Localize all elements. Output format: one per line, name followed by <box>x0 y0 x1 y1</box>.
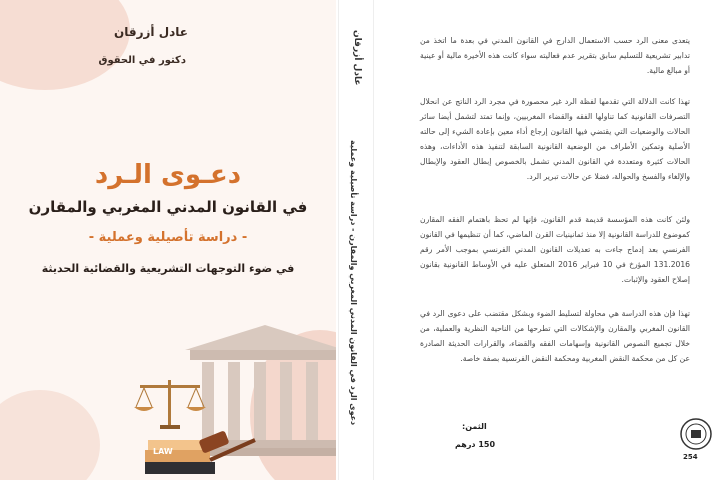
study-type: - دراسة تأصيلية وعملية - <box>88 230 248 245</box>
price-value: 150 درهم <box>455 440 496 449</box>
back-paragraph: ولئن كانت هذه المؤسسة قديمة قدم القانون، فإنها لم تحظ باهتمام الفقه المقارن كموضوع للدراسة القانونية إلا منذ ثمانينيات القرن الماضي، كما أن تنظيمها في القانون الفرنسي بعد إدماج جاءت به تعديلات القانون المدني الفرنسي بموجب الأمر رقم 131.2016 المؤرخ في 10 فبراير 2016 المتعلق عليه في الأوساط القانونية بقانون إصلاح العقود والإثبات. <box>420 215 691 284</box>
decorative-shape <box>0 390 100 480</box>
back-paragraph: يتعدى معنى الرد حسب الاستعمال الدارج في القانون المدني في بعدة ما اتخذ من تدابير تشريعية للتسليم سابق بتقرير عدم فعاليته سواء كانت هذه الأخيرة مالية أو عينية أو مبالغ مالية. <box>420 36 690 75</box>
page-number: 254 <box>683 453 698 461</box>
spine-author: عادل أزرقان <box>352 30 362 86</box>
back-paragraph: تهذا كانت الدلالة التي تقدمها لفظة الرد غير محصورة في مجرد الرد الناتج عن انحلال التصرفات القانونية كما تناولها الفقه والقضاء المغربيين، وإنما تمتد لتشمل أيضا سائر الحالات والوضعيات التي يقتضي فيها القانون إرجاع أداء معين بإعادة الشيء إلى حالته الأصلية وتمكين الأطراف من الوضعية القانونية السابقة لتنفيذ هذه الأداءات، وهذه الحالات كثيرة ومتعددة في القانون المدني تشمل بالخصوص إبطال العقود والإبطال والإلغاء والفسخ والحوالة، فضلا عن حالات تبرير الرد. <box>420 97 690 181</box>
spine-title: دعوى الرد في القانون المدني المغربي والمقارن - دراسة تأصيلية وعملية <box>349 140 358 426</box>
book-spine-label: LAW <box>153 447 173 456</box>
price-label: الثمن: <box>462 422 487 431</box>
author-name: عادل أزرقان <box>114 25 188 39</box>
back-paragraph: تهذا فإن هذه الدراسة هي محاولة لتسليط الضوء وبشكل مقتضب على دعوى الرد في القانون المغربي والمقارن والإشكالات التي تطرحها من الناحية النظرية والعملية، من خلال تجميع النصوص القانونية وإسهامات الفقه والقضاء، والقرارات الحديثة الصادرة عن كل من محكمة النقض المغربية ومحكمة النقض الفرنسية بصفة خاصة. <box>420 309 690 363</box>
author-degree: دكتور في الحقوق <box>98 55 186 66</box>
publisher-logo-icon <box>680 418 712 450</box>
book-subtitle: في القانون المدني المغربي والمقارن <box>28 198 308 216</box>
book-tagline: في ضوء التوجهات التشريعية والقضائية الحديثة <box>41 262 295 275</box>
decorative-shape <box>0 0 130 90</box>
front-cover <box>0 0 336 480</box>
book-title: دعـوى الـرد <box>94 160 242 190</box>
